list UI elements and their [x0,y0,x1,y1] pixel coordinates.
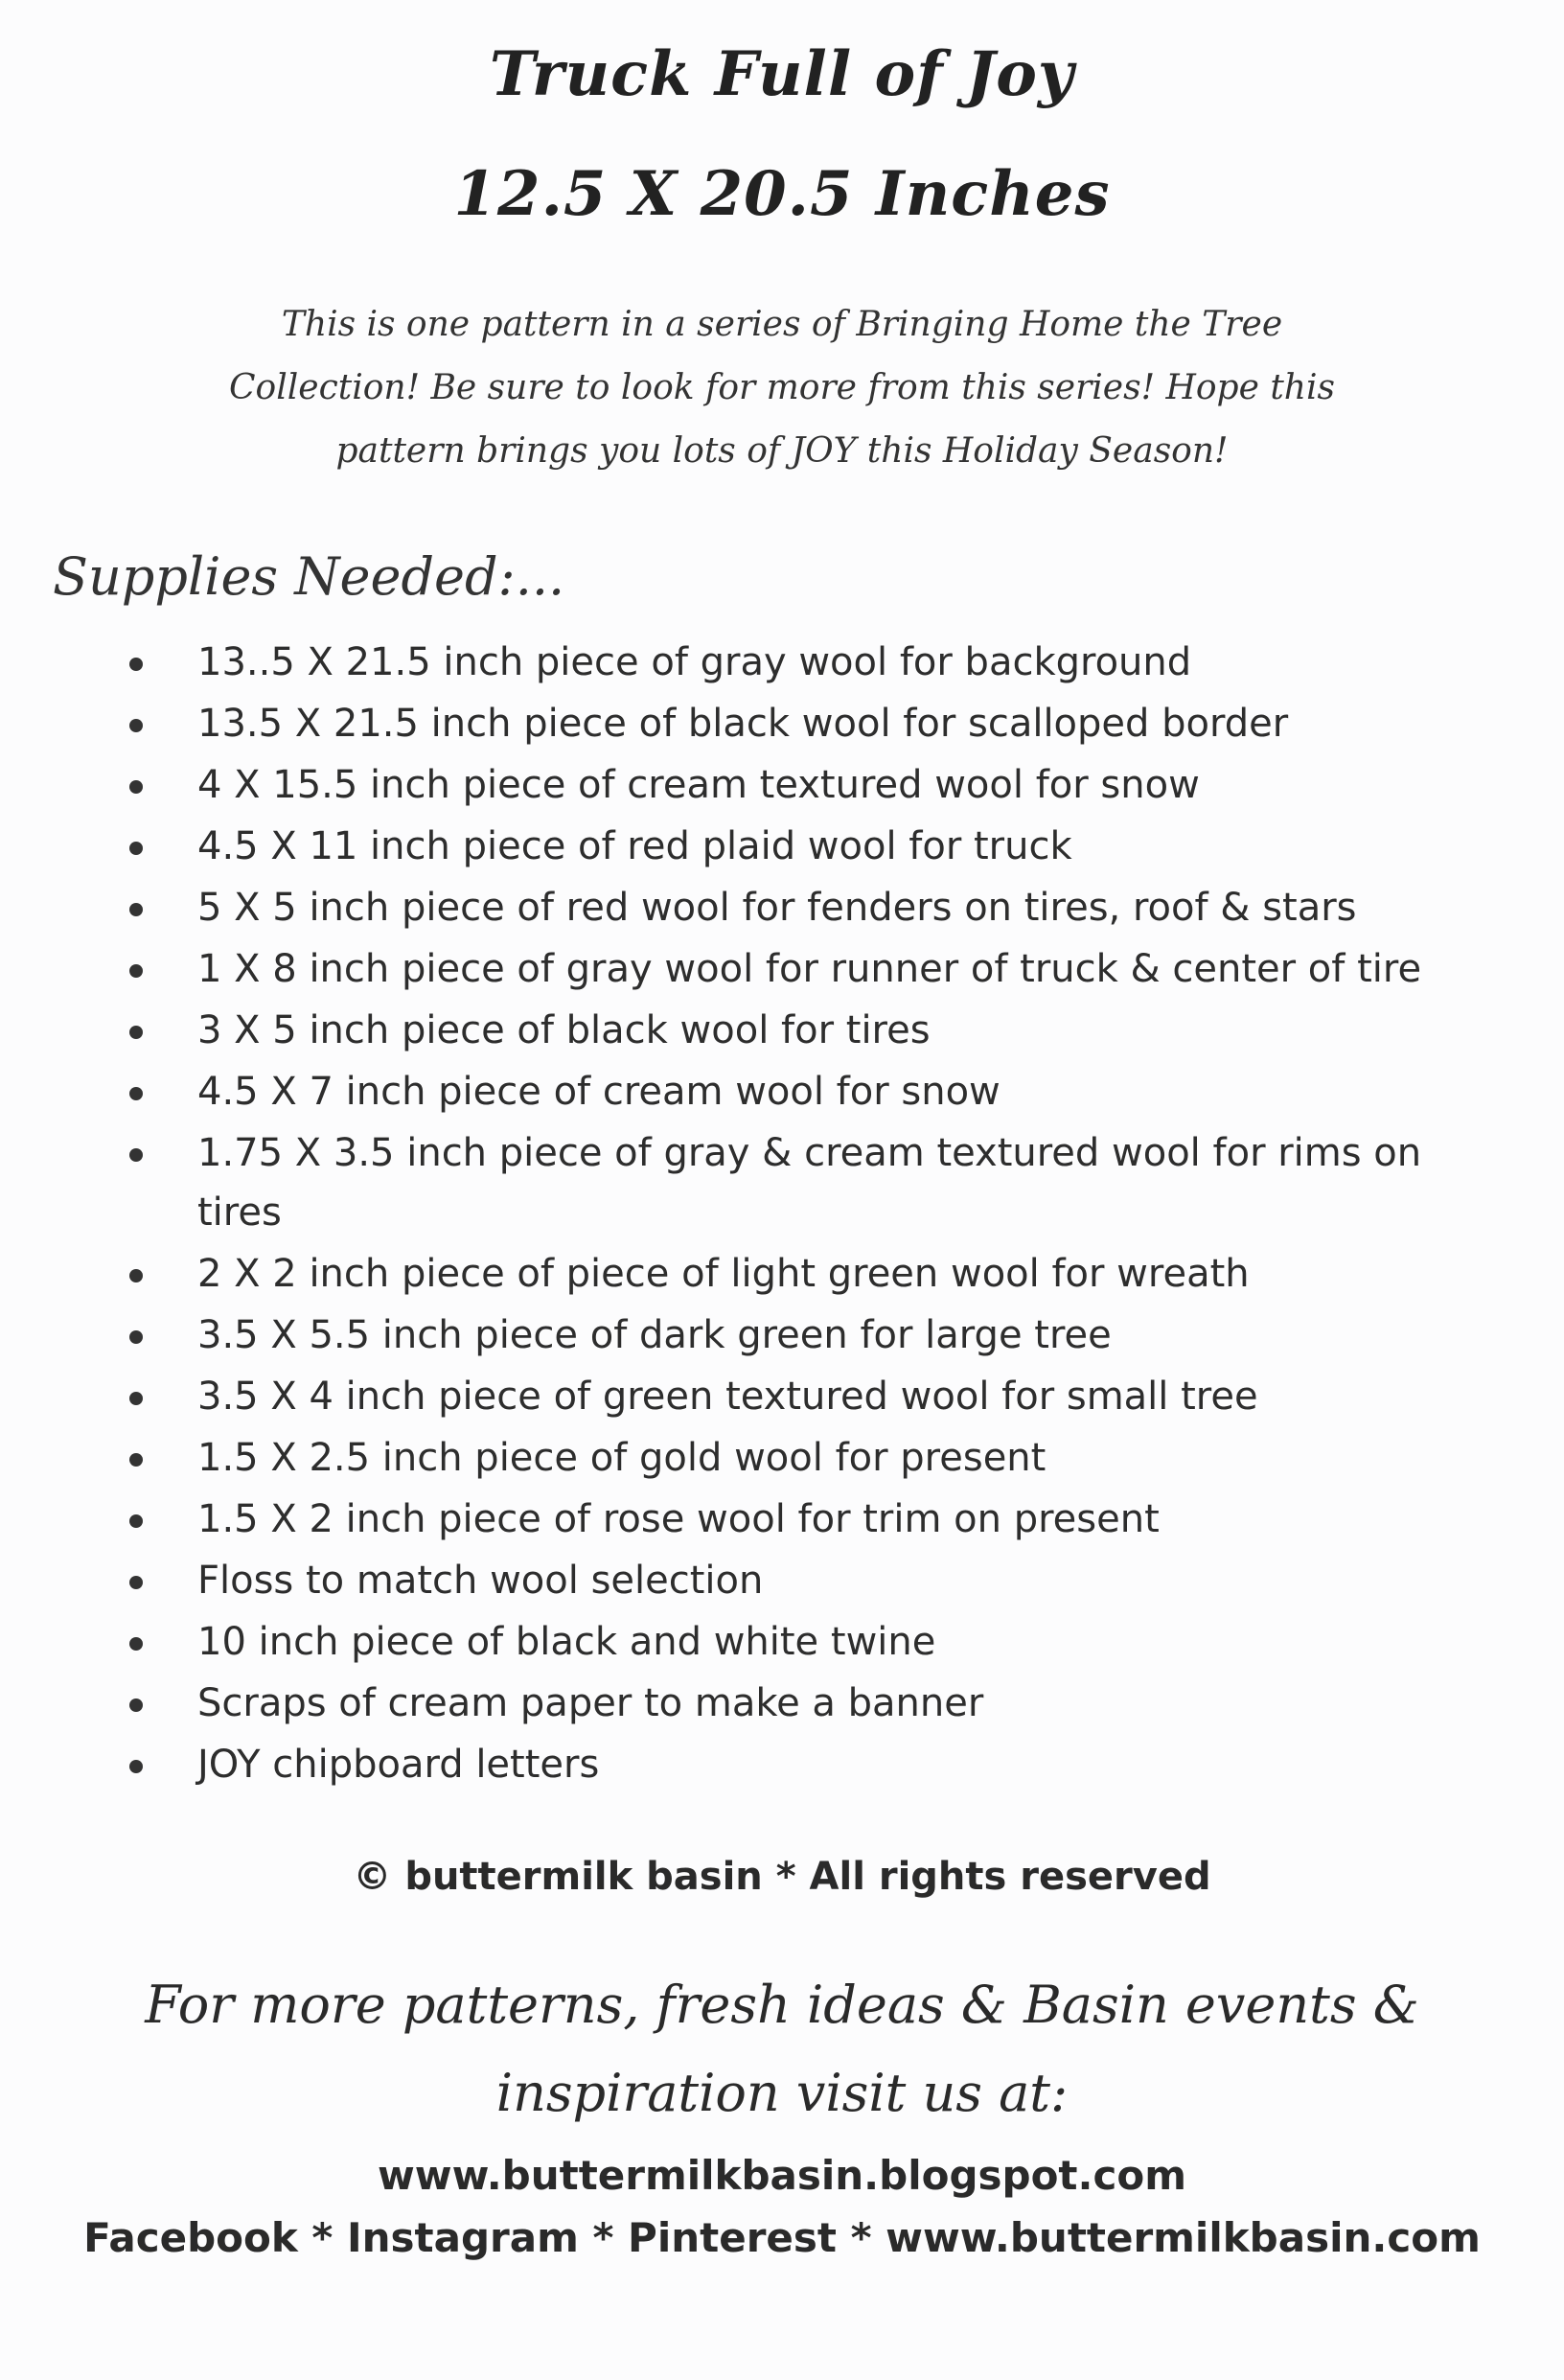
list-item [125,1612,1466,1672]
bullet-icon [129,1392,143,1405]
supply-text: 4.5 X 11 inch piece of red plaid wool for truck [197,824,1072,868]
footer-tagline-line-1: For more patterns, fresh ideas & Basin events & [145,1975,1419,2035]
intro-line-2: Collection! Be sure to look for more from this series! Hope this [229,368,1335,407]
page-subtitle-dimensions: 12.5 X 20.5 Inches [453,158,1111,230]
supply-text: 13..5 X 21.5 inch piece of gray wool for background [197,640,1192,684]
supply-text: Scraps of cream paper to make a banner [197,1681,984,1725]
copyright-notice: © buttermilk basin * All rights reserved [353,1855,1211,1899]
bullet-icon [129,1148,143,1162]
bullet-icon [129,1760,143,1773]
bullet-icon [129,780,143,794]
bullet-icon [129,1453,143,1467]
list-item [125,1735,1466,1794]
footer-tagline-line-2: inspiration visit us at: [495,2063,1069,2123]
list-item [125,1674,1466,1733]
bullet-icon [129,964,143,978]
list-item [125,878,1466,937]
bullet-icon [129,1637,143,1651]
bullet-icon [129,1698,143,1712]
list-item [125,694,1466,753]
list-item [125,1244,1466,1304]
list-item [125,755,1466,815]
supply-text: 4 X 15.5 inch piece of cream textured wool for snow [197,763,1200,807]
intro-line-1: This is one pattern in a series of Bringing Home the Tree [281,305,1283,344]
supply-text: 2 X 2 inch piece of piece of light green wool for wreath [197,1252,1250,1296]
supply-text: 1 X 8 inch piece of gray wool for runner of truck & center of tire [197,947,1422,991]
list-item [125,1428,1466,1488]
supply-text: 1.5 X 2 inch piece of rose wool for trim on present [197,1497,1160,1541]
supplies-heading: Supplies Needed:... [53,546,565,607]
bullet-icon [129,658,143,671]
list-item [125,817,1466,876]
supply-text: 10 inch piece of black and white twine [197,1620,936,1664]
list-item [125,1062,1466,1121]
bullet-icon [129,1026,143,1039]
supply-text: 3.5 X 5.5 inch piece of dark green for large tree [197,1313,1112,1357]
supply-text: 3 X 5 inch piece of black wool for tires [197,1008,931,1052]
blog-url: www.buttermilkbasin.blogspot.com [378,2152,1186,2199]
bullet-icon [129,903,143,916]
bullet-icon [129,1087,143,1100]
bullet-icon [129,1269,143,1282]
supply-text: 13.5 X 21.5 inch piece of black wool for scalloped border [197,702,1289,746]
supply-text: 3.5 X 4 inch piece of green textured wool for small tree [197,1375,1258,1419]
list-item [125,1490,1466,1549]
list-item [125,1551,1466,1610]
bullet-icon [129,1514,143,1528]
list-item [125,1306,1466,1365]
intro-line-3: pattern brings you lots of JOY this Holiday Season! [335,431,1229,471]
supply-text: 1.5 X 2.5 inch piece of gold wool for present [197,1436,1046,1480]
supply-text: 5 X 5 inch piece of red wool for fenders on tires, roof & stars [197,886,1357,930]
bullet-icon [129,719,143,732]
list-item [125,633,1466,692]
supply-list [125,633,1466,1796]
supply-text: JOY chipboard letters [197,1743,600,1787]
list-item [125,939,1466,999]
page-title: Truck Full of Joy [489,38,1075,110]
bullet-icon [129,1576,143,1589]
list-item [125,1367,1466,1426]
bullet-icon [129,842,143,855]
supply-text: Floss to match wool selection [197,1559,764,1603]
bullet-icon [129,1330,143,1344]
social-links: Facebook * Instagram * Pinterest * www.buttermilkbasin.com [83,2214,1481,2261]
list-item [125,1123,1466,1242]
list-item [125,1001,1466,1060]
supply-text: 1.75 X 3.5 inch piece of gray & cream textured wool for rims on tires [197,1131,1422,1235]
supply-text: 4.5 X 7 inch piece of cream wool for snow [197,1070,1000,1114]
